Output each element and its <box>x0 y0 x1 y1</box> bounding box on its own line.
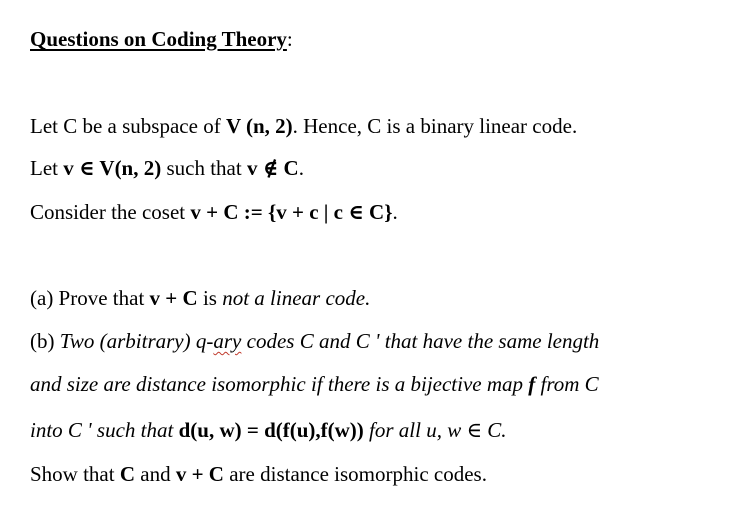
math-expression: C <box>119 462 136 486</box>
text-run: and <box>135 462 176 486</box>
math-expression: V (n, 2) <box>225 114 293 138</box>
text-run: is <box>197 286 223 310</box>
text-run: Let <box>30 156 64 180</box>
text-run: are distance isomorphic codes. <box>223 462 487 486</box>
spellcheck-flagged-word: ary <box>213 329 242 353</box>
paragraph-line-3 <box>30 200 398 224</box>
question-b-line-3 <box>30 418 507 442</box>
math-expression: v + C <box>149 286 198 310</box>
math-expression: v + C <box>175 462 224 486</box>
title-colon: : <box>286 27 293 51</box>
text-run: Let C be a subspace of <box>30 114 226 138</box>
text-run: such that <box>161 156 247 180</box>
text-run: (b) <box>30 329 60 353</box>
emphasis-text: and size are distance isomorphic if there is a bijective map <box>30 372 529 396</box>
math-expression: v ∉ C <box>246 156 299 180</box>
math-expression: d(u, w) = d(f(u),f(w)) <box>178 418 364 442</box>
math-expression: v ∈ V(n, 2) <box>63 156 162 180</box>
paragraph-line-2 <box>30 156 304 180</box>
emphasis-text: codes C and C ' that have the same length <box>241 329 600 353</box>
text-run: Consider the coset <box>30 200 191 224</box>
page-title <box>30 27 293 51</box>
emphasis-text: into C ' such that <box>30 418 179 442</box>
math-expression: v + C := {v + c | c ∈ C} <box>190 200 393 224</box>
function-symbol: f <box>528 372 536 396</box>
question-b-line-2 <box>30 372 599 396</box>
emphasis-text: for all u, w ∈ C. <box>363 418 507 442</box>
emphasis-text: not a linear code. <box>222 286 371 310</box>
text-run: . <box>298 156 304 180</box>
title-text: Questions on Coding Theory <box>30 27 287 51</box>
emphasis-text: from C <box>535 372 599 396</box>
paragraph-line-1 <box>30 114 577 138</box>
question-b-line-1 <box>30 329 599 353</box>
text-run: . <box>392 200 398 224</box>
text-run: (a) Prove that <box>30 286 150 310</box>
text-run: . Hence, C is a binary linear code. <box>292 114 578 138</box>
text-run: Show that <box>30 462 120 486</box>
emphasis-text: Two (arbitrary) q- <box>59 329 214 353</box>
question-a <box>30 286 370 310</box>
question-b-line-4 <box>30 462 487 486</box>
